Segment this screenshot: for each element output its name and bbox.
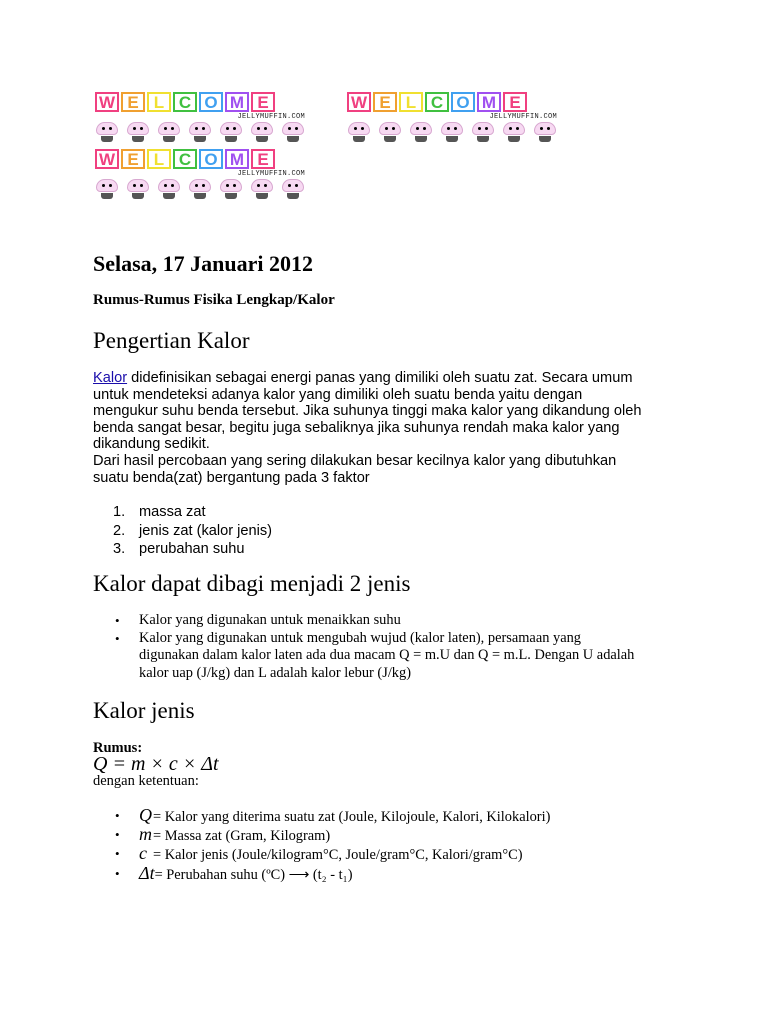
muffin-icon (95, 122, 119, 142)
welcome-banner-3 (95, 149, 305, 199)
welcome-letter-tile: E (373, 92, 397, 112)
rumus-label: Rumus: (93, 740, 143, 756)
muffin-icon (281, 122, 305, 142)
muffin-icon (409, 122, 433, 142)
welcome-letter-tile: M (225, 92, 249, 112)
welcome-letter-tile: O (199, 92, 223, 112)
heading-jenis-kalor: Kalor dapat dibagi menjadi 2 jenis (93, 571, 411, 596)
muffin-icon (347, 122, 371, 142)
heading-kalor-jenis: Kalor jenis (93, 698, 195, 723)
para-line: untuk mendeteksi adanya kalor yang dimiliki oleh suatu benda yaitu dengan (93, 386, 583, 403)
welcome-letter-tile: C (425, 92, 449, 112)
muffin-icon (502, 122, 526, 142)
muffin-icon (250, 179, 274, 199)
muffin-icon (219, 122, 243, 142)
muffin-icon (533, 122, 557, 142)
welcome-banner-2 (347, 92, 557, 142)
welcome-letter-tile: E (251, 92, 275, 112)
banner-credit: JELLYMUFFIN.COM (237, 170, 305, 178)
welcome-letter-tile: W (347, 92, 371, 112)
kalor-link[interactable]: Kalor (93, 370, 128, 386)
list-item: 1. massa zat (113, 504, 206, 520)
welcome-letter-tile: O (451, 92, 475, 112)
muffin-icon (440, 122, 464, 142)
ketentuan-label: dengan ketentuan: (93, 773, 199, 789)
muffin-icon (378, 122, 402, 142)
welcome-letters (347, 92, 557, 112)
welcome-letter-tile: E (503, 92, 527, 112)
para-line: mengukur suhu benda tersebut. Jika suhunya tinggi maka kalor yang dikandung oleh (93, 403, 642, 420)
welcome-letter-tile: L (399, 92, 423, 112)
welcome-banner-1 (95, 92, 305, 142)
muffin-icon (471, 122, 495, 142)
welcome-letter-tile: L (147, 149, 171, 169)
muffin-icon (250, 122, 274, 142)
heading-pengertian-kalor: Pengertian Kalor (93, 328, 250, 353)
welcome-letter-tile: L (147, 92, 171, 112)
muffin-icon (126, 122, 150, 142)
para-line: didefinisikan sebagai energi panas yang dimiliki oleh suatu zat. Secara umum (127, 370, 633, 386)
welcome-letter-tile: M (225, 149, 249, 169)
para-line: benda sangat besar, begitu juga sebaliknya jika suhunya rendah maka kalor yang (93, 419, 620, 436)
welcome-letter-tile: M (477, 92, 501, 112)
muffin-icon (188, 122, 212, 142)
banner-credit: JELLYMUFFIN.COM (489, 113, 557, 121)
list-item: 3. perubahan suhu (113, 541, 245, 557)
definition-paragraph (93, 370, 693, 486)
welcome-letter-tile: C (173, 149, 197, 169)
welcome-letter-tile: O (199, 149, 223, 169)
welcome-letters (95, 92, 305, 112)
list-item: • c = Kalor jenis (Joule/kilogram°C, Joule/gram°C, Kalori/gram°C) (93, 845, 719, 864)
muffin-row (347, 122, 557, 142)
welcome-letter-tile: C (173, 92, 197, 112)
welcome-letter-tile: W (95, 92, 119, 112)
welcome-letter-tile: E (121, 149, 145, 169)
muffin-icon (126, 179, 150, 199)
welcome-letters (95, 149, 305, 169)
definitions-list (93, 807, 719, 884)
muffin-row (95, 122, 305, 142)
list-item: • Kalor yang digunakan untuk menaikkan suhu (93, 612, 719, 629)
muffin-icon (157, 179, 181, 199)
post-date: Selasa, 17 Januari 2012 (93, 251, 314, 276)
list-item: 2. jenis zat (kalor jenis) (113, 522, 273, 539)
para-line: dikandung sedikit. (93, 436, 210, 453)
muffin-icon (157, 122, 181, 142)
list-item: • Δt= Perubahan suhu (ºC) ⟶ (t₂ - t₁) (93, 865, 719, 884)
list-item: • m= Massa zat (Gram, Kilogram) (93, 826, 719, 845)
welcome-letter-tile: E (121, 92, 145, 112)
para-line: suatu benda(zat) bergantung pada 3 faktor (93, 469, 370, 486)
welcome-letter-tile: E (251, 149, 275, 169)
jenis-kalor-list (93, 612, 719, 682)
banner-credit: JELLYMUFFIN.COM (237, 113, 305, 121)
muffin-icon (281, 179, 305, 199)
muffin-row (95, 179, 305, 199)
factors-list (93, 504, 272, 560)
muffin-icon (188, 179, 212, 199)
welcome-letter-tile: W (95, 149, 119, 169)
post-title: Rumus-Rumus Fisika Lengkap/Kalor (93, 292, 335, 308)
muffin-icon (219, 179, 243, 199)
formula: Q = m × c × Δt (93, 753, 219, 775)
list-item: • Q= Kalor yang diterima suatu zat (Joule, Kilojoule, Kalori, Kilokalori) (93, 807, 719, 826)
muffin-icon (95, 179, 119, 199)
para-line: Dari hasil percobaan yang sering dilakukan besar kecilnya kalor yang dibutuhkan (93, 452, 617, 469)
list-item: • Kalor yang digunakan untuk mengubah wujud (kalor laten), persamaan yang digunakan dalam kalor laten ada dua macam Q = m.U dan Q = m.L. Dengan U adalah kalor uap (J/kg) dan L adalah kalor lebur (J/kg) (93, 630, 719, 682)
